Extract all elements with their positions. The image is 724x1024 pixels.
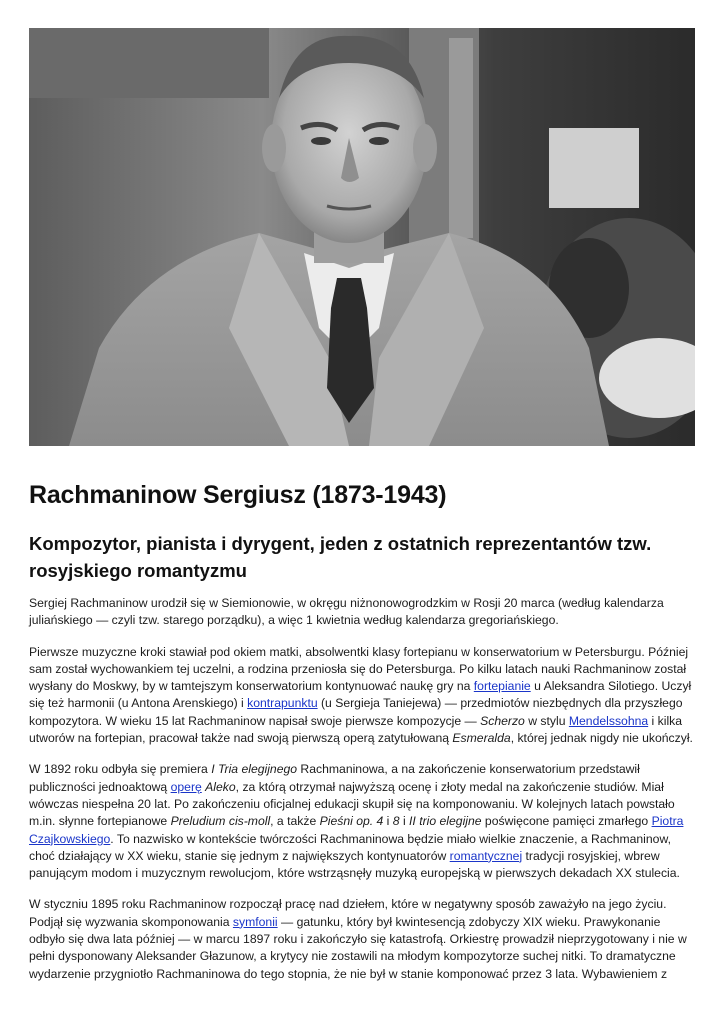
paragraph-2: Pierwsze muzyczne kroki stawiał pod okiem matki, absolwentki klasy fortepianu w konserwatorium w Petersburgu. Później sam został wychowankiem tej uczelni, a rodzina przeniosła się do Petersburga. Po kilku latach nauki Rachmaninow został wysłany do Moskwy, by w tamtejszym konserwatorium kontynuować naukę gry na fortepianie u Aleksandra Silotiego. Uczył się też harmonii (u Antona Arenskiego) i kontrapunktu (u Sergieja Taniejewa) — przedmiotów niezbędnych dla przyszłego kompozytora. W wieku 15 lat Rachmaninow napisał swoje pierwsze kompozycje — Scherzo w stylu Mendelssohna i kilka utworów na fortepian, pracował także nad swoją pierwszą operą zatytułowaną Esmeralda, której jednak nigdy nie ukończył. <box>29 644 693 746</box>
link-kontrapunktu[interactable]: kontrapunktu <box>247 696 318 711</box>
link-mendelssohna[interactable]: Mendelssohna <box>568 713 649 728</box>
link-romantycznej[interactable]: romantycznej <box>449 848 523 863</box>
paragraph-4: W styczniu 1895 roku Rachmaninow rozpoczął pracę nad dziełem, które w negatywny sposób zaważyło na jego życiu. Podjął się wyzwania skomponowania symfonii — gatunku, który był kwintesencją zdobyczy XIX wieku. Prawykonanie odbyło się dwa lata później — w marcu 1897 roku i zakończyło się katastrofą. Orkiestrę prowadził nieprzygotowany i nie w pełni dysponowany Aleksander Głazunow, a krytycy nie zostawili na młodym kompozytorze suchej nitki. To dramatyczne wydarzenie przygniotło Rachmaninowa do tego stopnia, że nie był w stanie komponować przez 3 lata. Wybawieniem z <box>29 897 687 981</box>
article-body <box>29 595 696 997</box>
link-piotra-czajkowskiego[interactable]: Piotra Czajkowskiego <box>29 814 684 846</box>
link-opere[interactable]: operę <box>170 779 202 794</box>
paragraph-3: W 1892 roku odbyła się premiera I Tria elegijnego Rachmaninowa, a na zakończenie konserwatorium przedstawił publiczności jednoaktową operę Aleko, za którą otrzymał najwyższą ocenę i złoty medal na zakończenie studiów. Miał wówczas niespełna 20 lat. Po zakończeniu oficjalnej edukacji skupił się na komponowaniu. W kolejnych latach powstało m.in. słynne fortepianowe Preludium cis-moll, a także Pieśni op. 4 i 8 i II trio elegijne poświęcone pamięci zmarłego Piotra Czajkowskiego. To nazwisko w kontekście twórczości Rachmaninowa będzie miało wielkie znaczenie, a Rachmaninow, choć działający w XX wieku, stanie się jednym z największych kontynuatorów romantycznej tradycji rosyjskiej, wbrew panującym modom i muzycznym rewolucjom, które wstrząsnęły muzyką europejską w pierwszych dekadach XX stulecia. <box>29 762 684 881</box>
portrait-image <box>29 28 695 446</box>
page-subtitle: Kompozytor, pianista i dyrygent, jeden z ostatnich reprezentantów tzw. rosyjskiego romantyzmu <box>29 533 652 581</box>
link-symfonii[interactable]: symfonii <box>232 914 278 929</box>
page-title: Rachmaninow Sergiusz (1873-1943) <box>29 481 447 509</box>
portrait-photo <box>29 28 695 446</box>
paragraph-1: Sergiej Rachmaninow urodził się w Siemionowie, w okręgu niżnonowogrodzkim w Rosji 20 marca (według kalendarza juliańskiego — czyli tzw. starego porządku), a więc 1 kwietnia według kalendarza gregoriańskiego. <box>29 596 664 628</box>
link-fortepianie[interactable]: fortepianie <box>473 679 531 694</box>
